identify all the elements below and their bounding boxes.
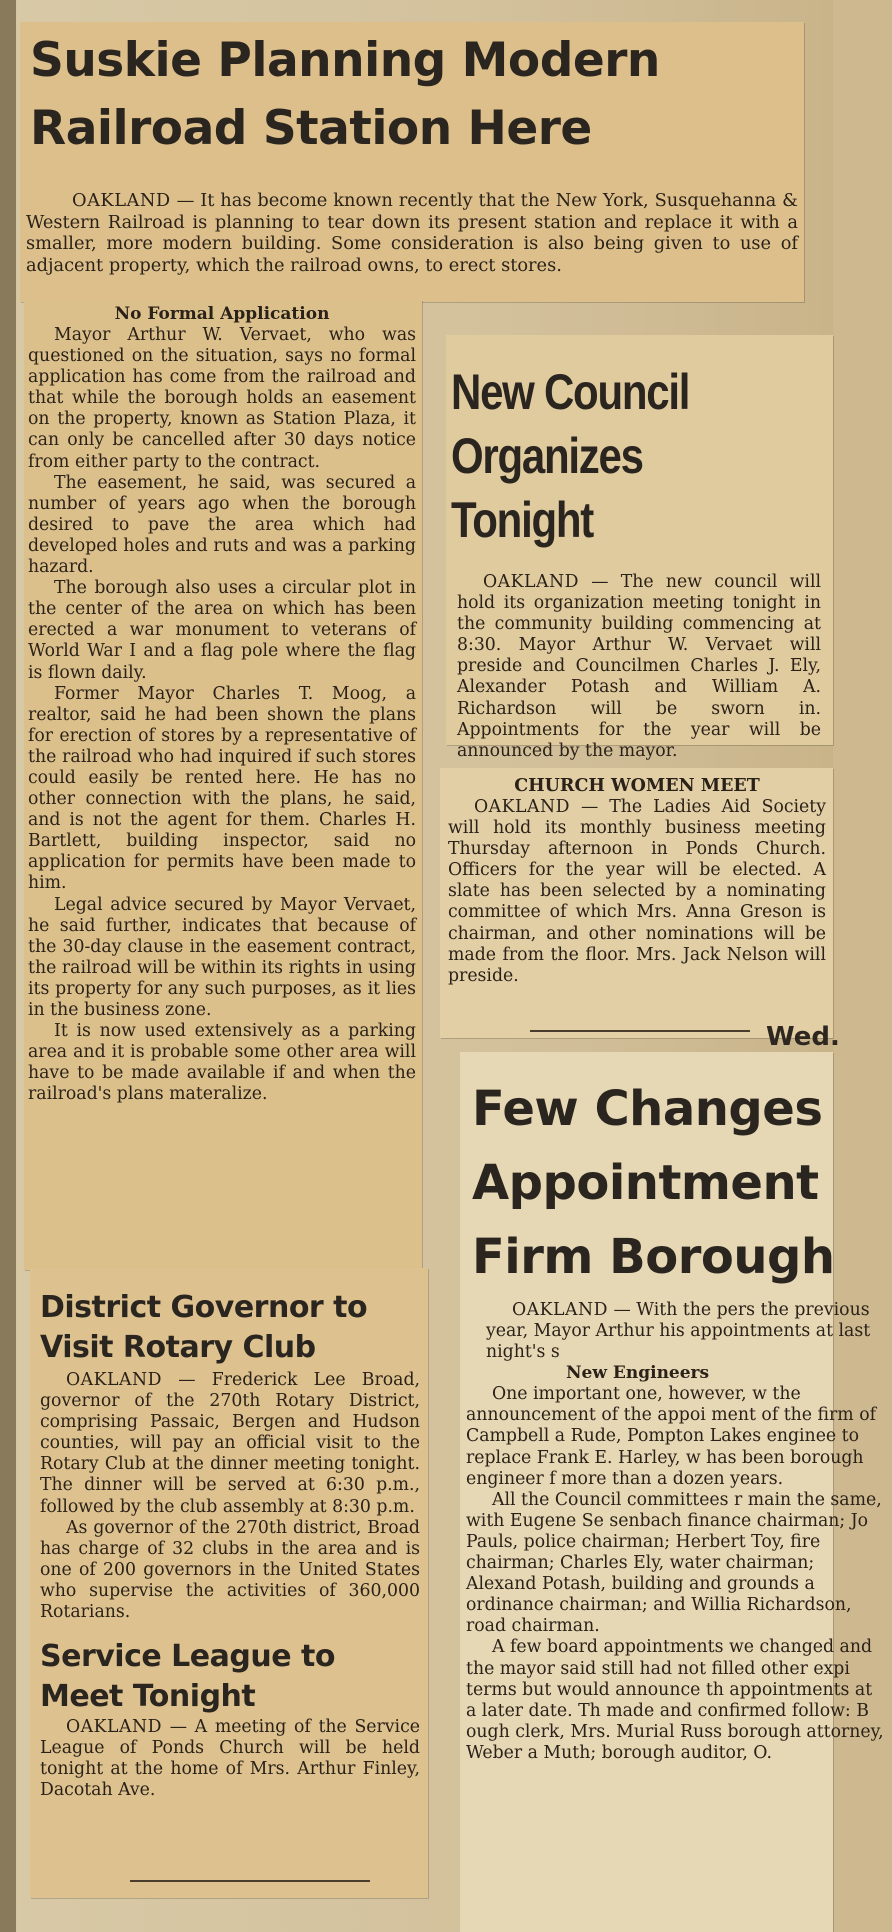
clipping-church-women — [440, 768, 833, 1038]
council-body — [451, 572, 821, 762]
council-lead: — The new council will hold its organization meeting tonight in the community building commencing at 8:30. Mayor Arthur W. Vervaet will preside and Councilmen Charles J. Ely, Alexander Potash and William A. Richardson will be sworn in. Appointments for the year will be announced by the mayor. — [457, 572, 821, 761]
clipping-rotary-service-league — [30, 1268, 428, 1898]
rotary-lead: — Frederick Lee Broad, governor of the 270th Rotary District, comprising Passaic, Bergen and Hudson counties, will pay an official visit to the Rotary Club at the dinner meeting tonight. The dinner will be served at 6:30 p.m., followed by the club assembly at 8:30 p.m. — [40, 1370, 420, 1517]
changes-lead: — With the pers the previous year, Mayor Arthur his appointments at last night's s — [486, 1300, 871, 1363]
clipping-station-body — [24, 300, 422, 1270]
rotary-body — [40, 1370, 420, 1623]
church-lead: — The Ladies Aid Society will hold its monthly business meeting Thursday afternoon in Ponds Church. Officers for the year will be elected. A slate has been selected by a nominating committee of which Mrs. Anna Greson is chairman, and other nominations will be made from the floor. Mrs. Jack Nelson will preside. — [448, 797, 826, 986]
dateline: OAKLAND — [66, 1370, 162, 1390]
church-headline: CHURCH WOMEN MEET — [514, 776, 760, 796]
day-label: Wed. — [766, 1022, 840, 1052]
paragraph: Legal advice secured by Mayor Vervaet, he said further, indicates that because of the 30-day clause in the easement contract, the railroad will be within its rights in using its property for any such purposes, as it lies in the business zone. — [28, 894, 416, 1020]
paragraph: All the Council committees r main the same, with Eugene Se senbach finance chairman; Jo Pauls, police chairman; Herbert Toy, fire chairman; Charles Ely, water chairman; Alexand Potash, building and grounds a ordinance chairman; and Willia Richardson, road chairman. — [466, 1489, 882, 1637]
lead-text: — It has become known recently that the New York, Susquehanna & Western Railroad is planning to tear down its present station and replace it with a smaller, more modern building. Some consideration is also being given to use of adjacent property, which the railroad owns, to erect stores. — [26, 190, 798, 276]
divider-rule — [530, 1030, 750, 1032]
council-headline-2: Organizes Tonight — [451, 428, 643, 548]
league-lead: — A meeting of the Service League of Ponds Church will be held tonight at the home of Mrs. Arthur Finley, Dacotah Ave. — [40, 1717, 420, 1801]
paragraph: Former Mayor Charles T. Moog, a realtor, said he had been shown the plans for erection of stores by a representative of the railroad who had inquired if such stores could easily be rented here. He has no other connection with the plans, he said, and is not the agent for them. Charles H. Bartlett, building inspector, said no application for permits have been made to him. — [28, 683, 416, 894]
article-body — [28, 325, 416, 1105]
changes-headline-1: Few Changes — [472, 1081, 823, 1137]
dateline: OAKLAND — [474, 797, 570, 817]
paragraph: A few board appointments we changed and the mayor said still had not filled other expi terms but would announce th appointments at a later date. Th made and confirmed follow: B ough clerk, Mrs. Murial Russ borough attorney, Weber a Muth; borough auditor, O. — [466, 1637, 884, 1763]
dateline: OAKLAND — [512, 1300, 608, 1320]
headline-line-2: Railroad Station Here — [30, 101, 592, 156]
paragraph: The easement, he said, was secured a number of years ago when the borough desired to pave the area which had developed holes and ruts and was a parking hazard. — [28, 472, 416, 578]
league-headline-2: Meet Tonight — [40, 1679, 256, 1715]
dateline: OAKLAND — [66, 1717, 162, 1738]
dateline: OAKLAND — [483, 572, 579, 592]
church-body — [448, 797, 826, 987]
changes-headline-3: Firm Borough — [472, 1229, 835, 1285]
changes-subhead: New Engineers — [566, 1363, 710, 1384]
clipping-station-headline — [20, 22, 804, 302]
binding-edge — [0, 0, 16, 1932]
changes-headline-2: Appointment — [472, 1155, 819, 1211]
council-headline-1: New Council — [451, 364, 690, 420]
paragraph: One important one, however, w the announcement of the appoi ment of the firm of Campbell a Rude, Pompton Lakes enginee to replace Frank E. Harley, w has been borough engineer f more than a dozen years. — [466, 1384, 876, 1489]
headline-line-1: Suskie Planning Modern — [30, 33, 660, 88]
league-body — [40, 1717, 420, 1801]
paragraph: As governor of the 270th district, Broad has charge of 32 clubs in the area and is one of 200 governors in the United States who supervise the activities of 360,000 Rotarians. — [40, 1517, 420, 1623]
subhead: No Formal Application — [114, 304, 330, 324]
paragraph: It is now used extensively as a parking area and it is probable some other area will have to be made available if and when the railroad's plans materalize. — [28, 1021, 416, 1105]
divider-rule — [130, 1880, 370, 1882]
paragraph: The borough also uses a circular plot in the center of the area on which has been erected a war monument to veterans of World War I and a flag pole where the flag is flown daily. — [28, 578, 416, 683]
paragraph: Mayor Arthur W. Vervaet, who was questioned on the situation, says no formal application has come from the railroad and that while the borough holds an easement on the property, known as Station Plaza, it can only be cancelled after 30 days notice from either party to the contract. — [28, 325, 416, 472]
rotary-headline-2: Visit Rotary Club — [40, 1330, 316, 1365]
clipping-few-changes — [460, 1052, 884, 1932]
changes-body — [466, 1300, 886, 1764]
rotary-headline-1: District Governor to — [40, 1290, 368, 1325]
league-headline-1: Service League to — [40, 1639, 335, 1675]
clipping-new-council — [446, 335, 833, 761]
lead-paragraph — [26, 190, 798, 276]
dateline: OAKLAND — [72, 190, 171, 211]
